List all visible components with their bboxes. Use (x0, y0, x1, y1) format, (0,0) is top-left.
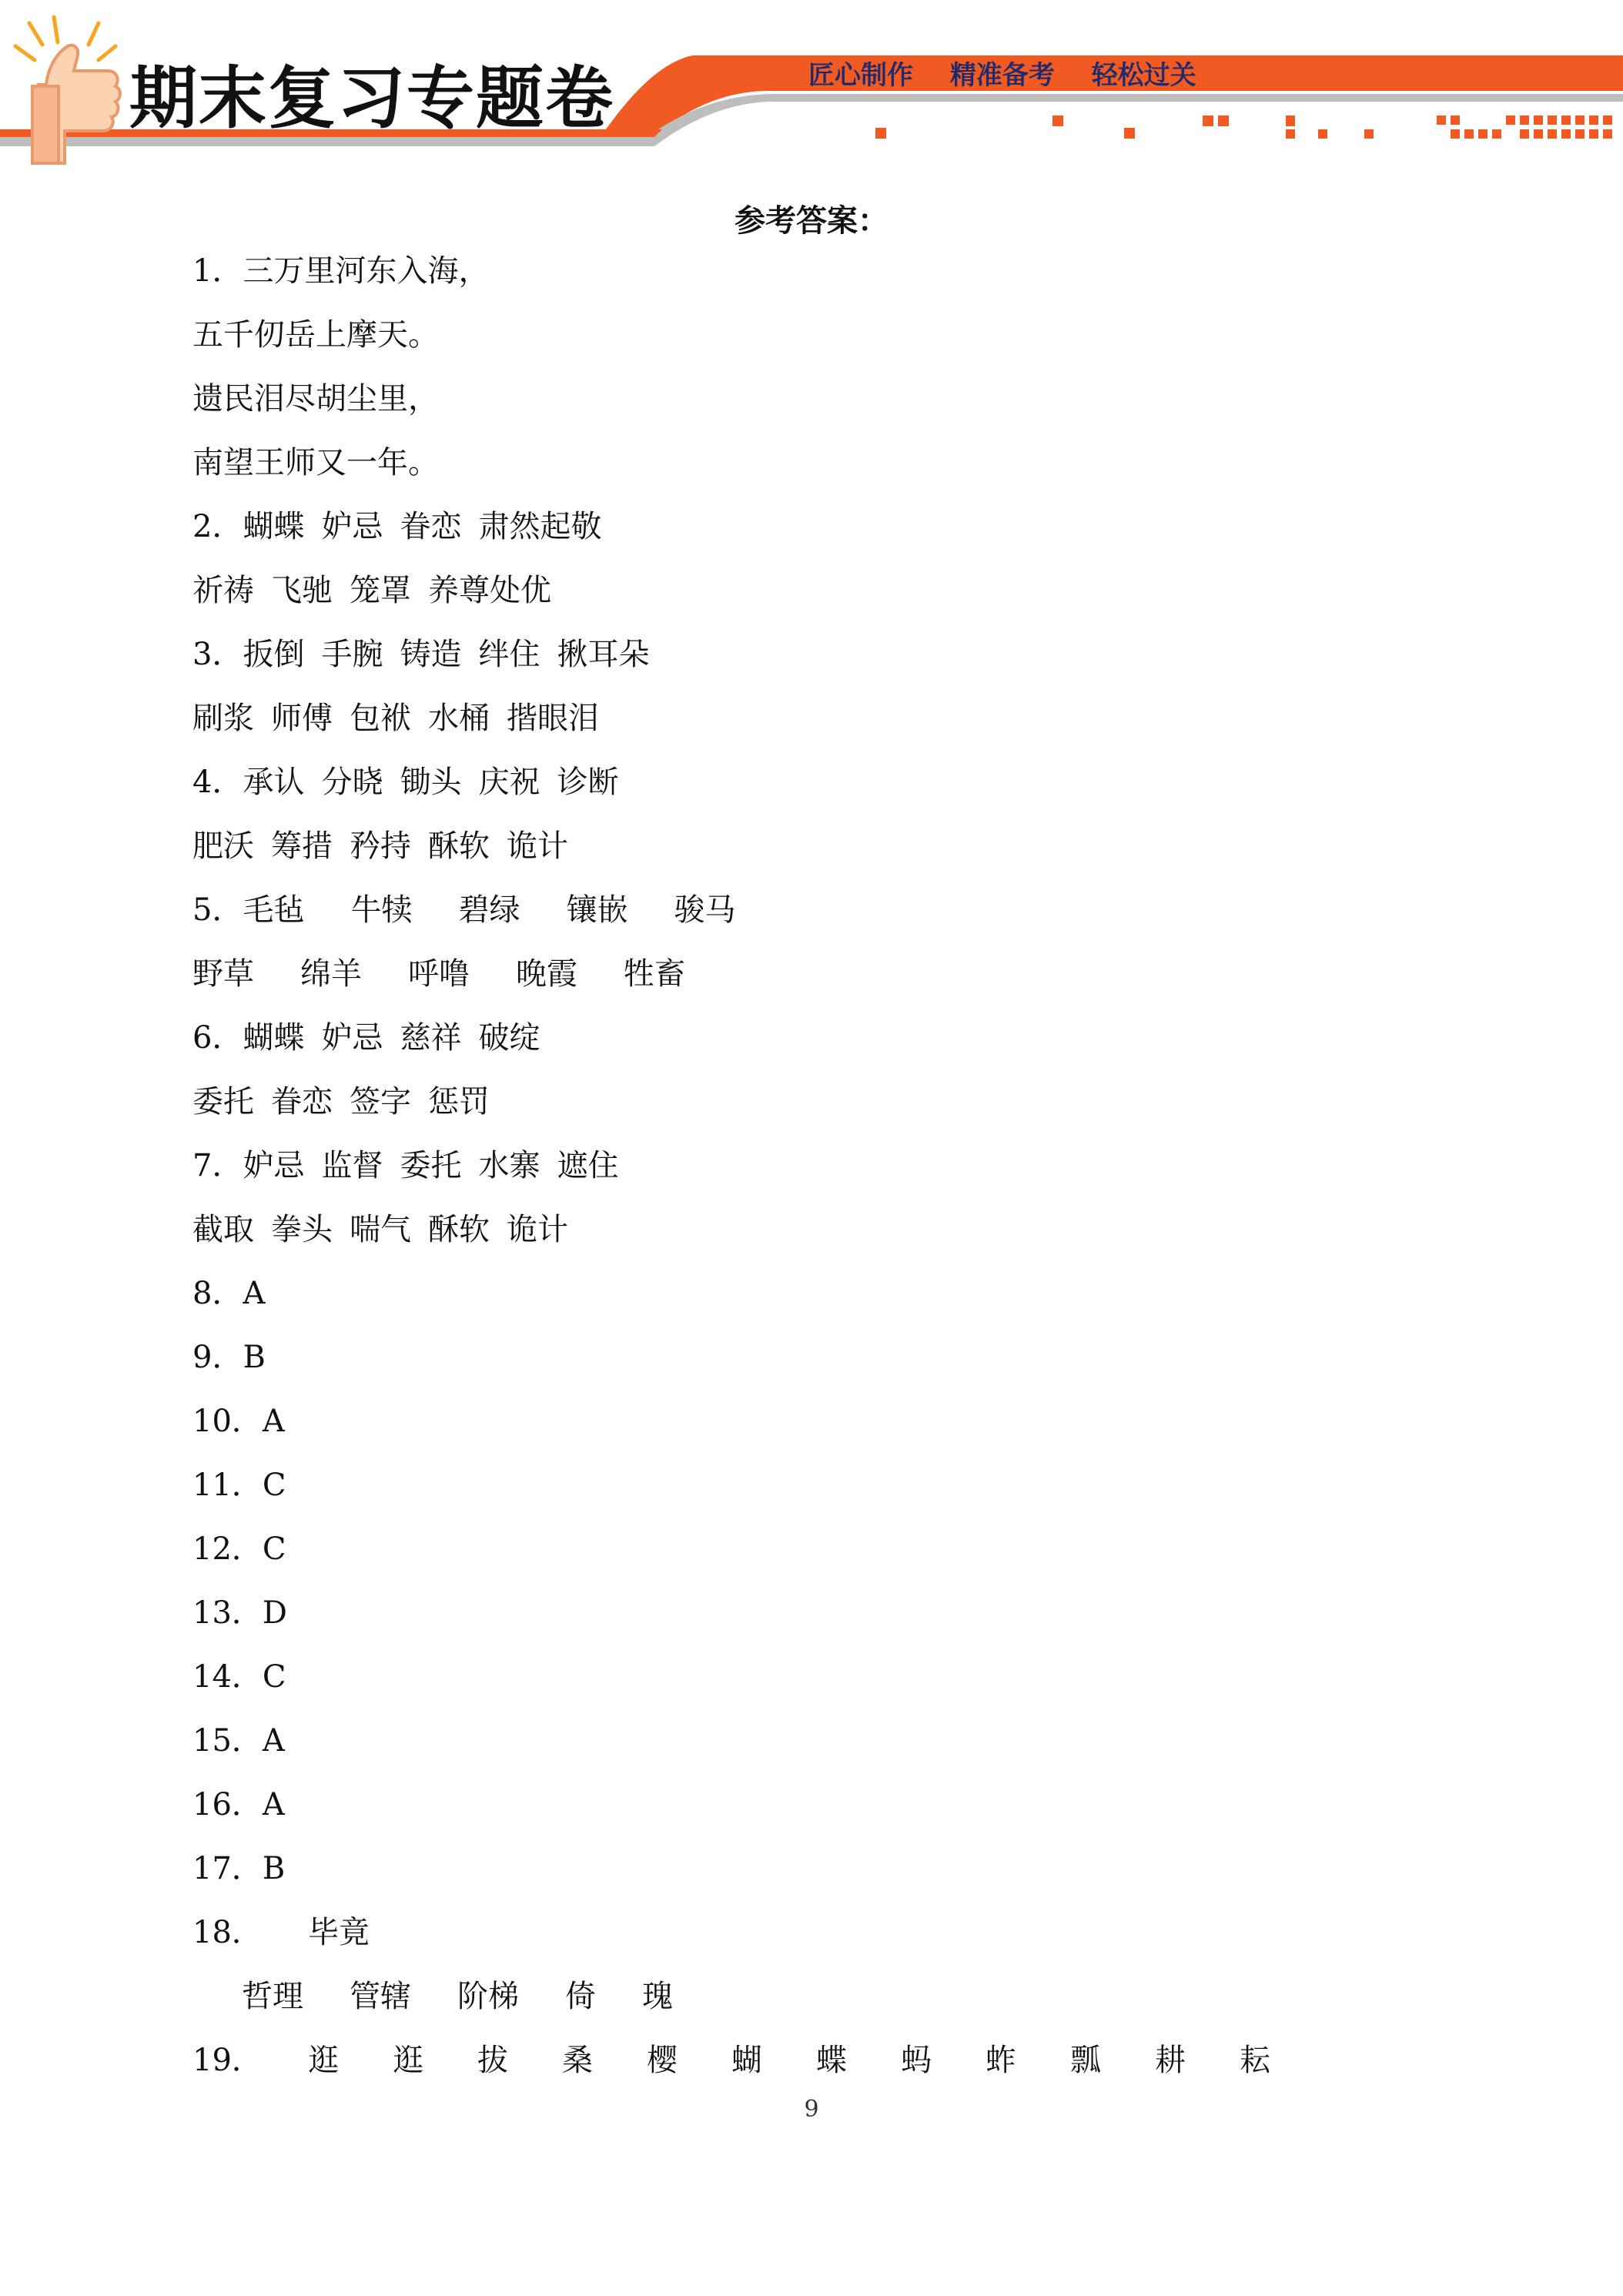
answer-word: 飞驰 (271, 573, 333, 608)
answer-word: 妒忌 (321, 509, 383, 544)
answer-word: 扳倒 (243, 637, 305, 672)
answer-line (192, 1012, 1501, 1076)
answer-word: B (262, 1851, 286, 1886)
answer-word: 遗民泪尽胡尘里， (192, 381, 439, 417)
question-number: 14． (192, 1659, 263, 1695)
answer-word: A (262, 1404, 285, 1439)
answer-line (192, 692, 1501, 756)
answer-word: 三万里河东入海， (243, 253, 490, 289)
answer-word: 慈祥 (400, 1020, 462, 1056)
question-number: 17． (192, 1851, 263, 1886)
answer-word: 铸造 (400, 637, 462, 672)
answer-line (192, 1651, 1501, 1715)
answer-word: 耘 (1240, 2043, 1270, 2078)
answer-line (192, 1587, 1501, 1651)
answer-word: 妒忌 (243, 1148, 305, 1183)
answer-line (192, 437, 1501, 500)
answer-line (192, 309, 1501, 373)
question-number: 12． (192, 1531, 263, 1567)
answer-word: 蝴蝶 (243, 509, 305, 544)
answer-word: A (262, 1723, 285, 1759)
answer-word: 牲畜 (624, 956, 685, 992)
answer-line (192, 1459, 1501, 1523)
question-number: 3． (192, 637, 243, 672)
answer-word: 蝶 (816, 2043, 847, 2078)
answer-line (192, 1970, 1501, 2034)
answer-line (192, 628, 1501, 692)
answer-word: 拳头 (271, 1212, 333, 1247)
answer-line (192, 245, 1501, 309)
answer-line (192, 820, 1501, 884)
answer-word: 蝴 (731, 2043, 762, 2078)
answer-word: 筹措 (271, 828, 333, 864)
answer-word: D (262, 1595, 287, 1631)
slogan-3: 轻松过关 (1091, 60, 1196, 91)
question-number: 1． (192, 253, 243, 289)
answer-word: 骏马 (674, 892, 736, 928)
answer-word: 蚱 (986, 2043, 1016, 2078)
slogan-1: 匠心制作 (808, 60, 913, 91)
question-number: 11． (192, 1468, 263, 1503)
answer-word: 水寨 (478, 1148, 540, 1183)
answer-word: 酥软 (428, 828, 490, 864)
answer-word: 肃然起敬 (478, 509, 602, 544)
answer-line (192, 884, 1501, 948)
answer-word: 诡计 (507, 1212, 568, 1247)
answer-line (192, 948, 1501, 1012)
answer-title: 参考答案： (735, 202, 888, 239)
answer-word: 眷恋 (400, 509, 462, 544)
answer-word: A (262, 1787, 285, 1822)
answer-line (192, 1715, 1501, 1779)
answer-word: 矜持 (350, 828, 411, 864)
question-number: 2． (192, 509, 243, 544)
answer-word: 逛 (393, 2043, 423, 2078)
answer-word: 诡计 (507, 828, 568, 864)
answer-word: 酥软 (428, 1212, 490, 1247)
answer-word: 庆祝 (478, 765, 540, 800)
answer-word: 委托 (192, 1084, 254, 1120)
answer-line (192, 564, 1501, 628)
answer-word: C (262, 1531, 286, 1567)
page-header (0, 0, 1623, 166)
header-slogans (808, 54, 1224, 92)
question-number: 4． (192, 765, 243, 800)
question-number: 10． (192, 1404, 263, 1439)
answer-word: 妒忌 (321, 1020, 383, 1056)
answer-word: 樱 (647, 2043, 678, 2078)
page-number: 9 (804, 2096, 819, 2123)
answer-word: 阶梯 (457, 1979, 519, 2014)
answer-word: 手腕 (321, 637, 383, 672)
answer-word: 瑰 (642, 1979, 673, 2014)
answer-word: 肥沃 (192, 828, 254, 864)
answer-word: 笼罩 (350, 573, 411, 608)
answer-word: 拔 (477, 2043, 508, 2078)
answer-word: 逛 (308, 2043, 339, 2078)
answer-line (192, 756, 1501, 820)
answer-word: 毕竟 (308, 1915, 370, 1950)
answer-word: 分晓 (321, 765, 383, 800)
answer-word: A (243, 1276, 266, 1311)
answer-line (192, 1267, 1501, 1331)
question-number: 8． (192, 1276, 243, 1311)
answer-word: 倚 (565, 1979, 596, 2014)
answer-line (192, 373, 1501, 437)
question-number: 19． (192, 2043, 263, 2078)
answer-word: 师傅 (271, 701, 333, 736)
answer-line (192, 2034, 1501, 2098)
answer-word: 呼噜 (408, 956, 470, 992)
answer-word: 承认 (243, 765, 305, 800)
answer-word: 锄头 (400, 765, 462, 800)
question-number: 7． (192, 1148, 243, 1183)
question-number: 13． (192, 1595, 263, 1631)
answer-word: 桑 (562, 2043, 593, 2078)
answer-word: 碧绿 (458, 892, 520, 928)
answer-word: 绊住 (478, 637, 540, 672)
answer-word: 眷恋 (271, 1084, 333, 1120)
answer-word: 晚霞 (516, 956, 577, 992)
answer-line (192, 1779, 1501, 1842)
answer-word: 委托 (400, 1148, 462, 1183)
answer-word: 破绽 (478, 1020, 540, 1056)
answer-word: 惩罚 (428, 1084, 490, 1120)
answer-word: 镶嵌 (566, 892, 628, 928)
answer-line (192, 1842, 1501, 1906)
answer-line (192, 1395, 1501, 1459)
answer-line (192, 1203, 1501, 1267)
answer-line (192, 1331, 1501, 1395)
answer-word: 耕 (1155, 2043, 1186, 2078)
answer-word: B (243, 1340, 266, 1375)
question-number: 15． (192, 1723, 263, 1759)
answer-line (192, 1523, 1501, 1587)
answer-word: 揪耳朵 (557, 637, 650, 672)
slogan-2: 精准备考 (949, 60, 1055, 91)
answer-word: 毛毡 (243, 892, 305, 928)
question-number: 18． (192, 1915, 263, 1950)
answer-list (192, 245, 1501, 2098)
question-number: 5． (192, 892, 243, 928)
answer-line (192, 1076, 1501, 1140)
answer-word: 监督 (321, 1148, 383, 1183)
banner-title: 期末复习专题卷 (129, 59, 615, 138)
answer-word: 喘气 (350, 1212, 411, 1247)
answer-word: 牛犊 (350, 892, 413, 928)
answer-word: 野草 (192, 956, 254, 992)
answer-word: 诊断 (557, 765, 619, 800)
question-number: 6． (192, 1020, 243, 1056)
answer-word: 揩眼泪 (507, 701, 599, 736)
question-number: 16． (192, 1787, 263, 1822)
answer-word: 祈祷 (192, 573, 254, 608)
answer-word: 包袱 (350, 701, 411, 736)
answer-word: C (262, 1659, 286, 1695)
answer-word: 养尊处优 (428, 573, 551, 608)
answer-word: 签字 (350, 1084, 411, 1120)
answer-word: 截取 (192, 1212, 254, 1247)
answer-word: 绵羊 (300, 956, 362, 992)
answer-word: 南望王师又一年。 (192, 445, 439, 480)
answer-word: 蚂 (901, 2043, 932, 2078)
answer-line (192, 1906, 1501, 1970)
answer-line (192, 500, 1501, 564)
answer-word: C (262, 1468, 286, 1503)
answer-word: 管辖 (350, 1979, 411, 2014)
answer-word: 刷浆 (192, 701, 254, 736)
answer-word: 蝴蝶 (243, 1020, 305, 1056)
question-number: 9． (192, 1340, 243, 1375)
answer-word: 瓢 (1070, 2043, 1101, 2078)
answer-word: 哲理 (242, 1979, 303, 2014)
answer-word: 遮住 (557, 1148, 619, 1183)
answer-line (192, 1140, 1501, 1203)
answer-word: 水桶 (428, 701, 490, 736)
answer-word: 五千仞岳上摩天。 (192, 317, 439, 353)
